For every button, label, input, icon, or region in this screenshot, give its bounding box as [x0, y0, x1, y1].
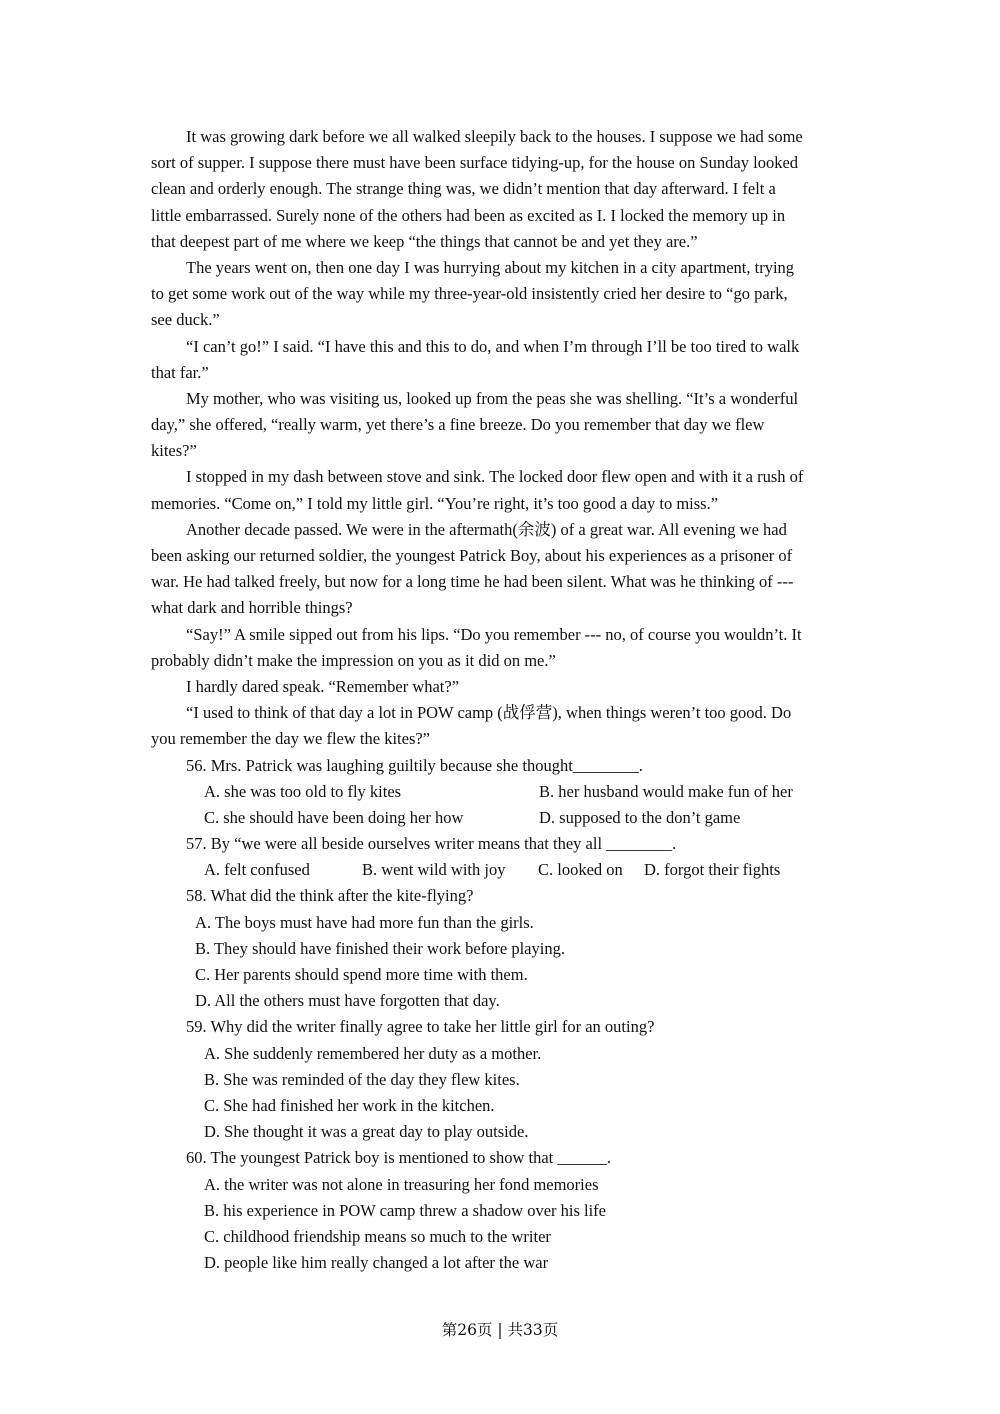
option-c: C. childhood friendship means so much to the writer — [204, 1226, 551, 1246]
option-a: A. The boys must have had more fun than the girls. — [195, 912, 534, 932]
passage-line: been asking our returned soldier, the youngest Patrick Boy, about his experiences as a prisoner of — [151, 546, 793, 565]
question-57 — [151, 831, 851, 883]
option-a: A. the writer was not alone in treasuring her fond memories — [204, 1174, 599, 1194]
question-56 — [151, 753, 851, 832]
option-d: D. supposed to the don’t game — [539, 807, 741, 827]
passage-line: memories. “Come on,” I told my little girl. “You’re right, it’s too good a day to miss.” — [151, 493, 719, 513]
passage-line: that far.” — [151, 362, 209, 382]
passage-line: sort of supper. I suppose there must have been surface tidying-up, for the house on Sunday looked — [151, 153, 799, 173]
passage-line: I hardly dared speak. “Remember what?” — [186, 676, 460, 696]
passage-line: Another decade passed. We were in the aftermath(余波) of a great war. All evening we had — [186, 519, 787, 539]
option-c: C. she should have been doing her how — [204, 807, 464, 827]
passage-line: what dark and horrible things? — [151, 598, 353, 618]
option-b: B. his experience in POW camp threw a shadow over his life — [204, 1200, 607, 1220]
question-60 — [151, 1145, 851, 1276]
option-b: B. went wild with joy — [362, 860, 506, 880]
passage-line: you remember the day we flew the kites?” — [151, 729, 431, 749]
passage-line: day,” she offered, “really warm, yet there’s a fine breeze. Do you remember that day we flew — [151, 415, 765, 435]
document-page — [151, 124, 851, 1276]
question-stem: 59. Why did the writer finally agree to take her little girl for an outing? — [186, 1017, 655, 1037]
option-b: B. She was reminded of the day they flew kites. — [204, 1069, 520, 1089]
passage-line: see duck.” — [151, 310, 220, 330]
passage-line: clean and orderly enough. The strange thing was, we didn’t mention that day afterward. I felt a — [151, 179, 776, 199]
question-59 — [151, 1014, 851, 1145]
question-58 — [151, 883, 851, 1014]
question-stem: 58. What did the think after the kite-flying? — [186, 886, 474, 906]
option-b: B. her husband would make fun of her — [539, 781, 793, 801]
passage-line: It was growing dark before we all walked sleepily back to the houses. I suppose we had some — [186, 127, 803, 146]
passage-line: that deepest part of me where we keep “the things that cannot be and yet they are.” — [151, 231, 698, 251]
passage-line: little embarrassed. Surely none of the others had been as excited as I. I locked the memory up in — [151, 205, 786, 225]
passage-line: I stopped in my dash between stove and sink. The locked door flew open and with it a rush of — [186, 467, 804, 487]
passage — [151, 124, 851, 753]
passage-line: probably didn’t make the impression on you as it did on me.” — [151, 650, 556, 670]
option-a: A. she was too old to fly kites — [204, 781, 402, 801]
option-d: D. All the others must have forgotten that day. — [195, 991, 500, 1011]
passage-line: to get some work out of the way while my three-year-old insistently cried her desire to “go park, — [151, 284, 788, 304]
option-d: D. She thought it was a great day to play outside. — [204, 1122, 529, 1142]
passage-line: “Say!” A smile sipped out from his lips. “Do you remember --- no, of course you wouldn’t. It — [186, 624, 802, 644]
question-stem: 57. By “we were all beside ourselves writer means that they all ________. — [186, 834, 677, 854]
passage-line: “I used to think of that day a lot in POW camp (战俘营), when things weren’t too good. Do — [186, 703, 792, 723]
option-c: C. Her parents should spend more time with them. — [195, 965, 528, 984]
question-stem: 56. Mrs. Patrick was laughing guiltily because she thought________. — [186, 755, 643, 775]
passage-line: My mother, who was visiting us, looked up from the peas she was shelling. “It’s a wonderful — [186, 388, 799, 408]
option-d: D. people like him really changed a lot after the war — [204, 1253, 549, 1273]
option-row — [151, 857, 851, 883]
option-b: B. They should have finished their work before playing. — [195, 938, 565, 958]
option-row — [151, 805, 851, 831]
option-a: A. felt confused — [204, 860, 310, 880]
passage-line: The years went on, then one day I was hurrying about my kitchen in a city apartment, trying — [186, 257, 795, 277]
passage-line: kites?” — [151, 441, 197, 461]
page-footer: 第26页 | 共33页 — [441, 1321, 559, 1339]
option-a: A. She suddenly remembered her duty as a mother. — [204, 1043, 542, 1063]
question-stem: 60. The youngest Patrick boy is mentioned to show that ______. — [186, 1148, 611, 1168]
option-d: D. forgot their fights — [644, 860, 781, 880]
passage-line: war. He had talked freely, but now for a long time he had been silent. What was he thinking of --- — [151, 572, 794, 592]
option-c: C. She had finished her work in the kitchen. — [204, 1095, 495, 1115]
option-row — [151, 779, 851, 805]
passage-line: “I can’t go!” I said. “I have this and this to do, and when I’m through I’ll be too tired to walk — [186, 336, 800, 356]
option-c: C. looked on — [538, 860, 623, 880]
